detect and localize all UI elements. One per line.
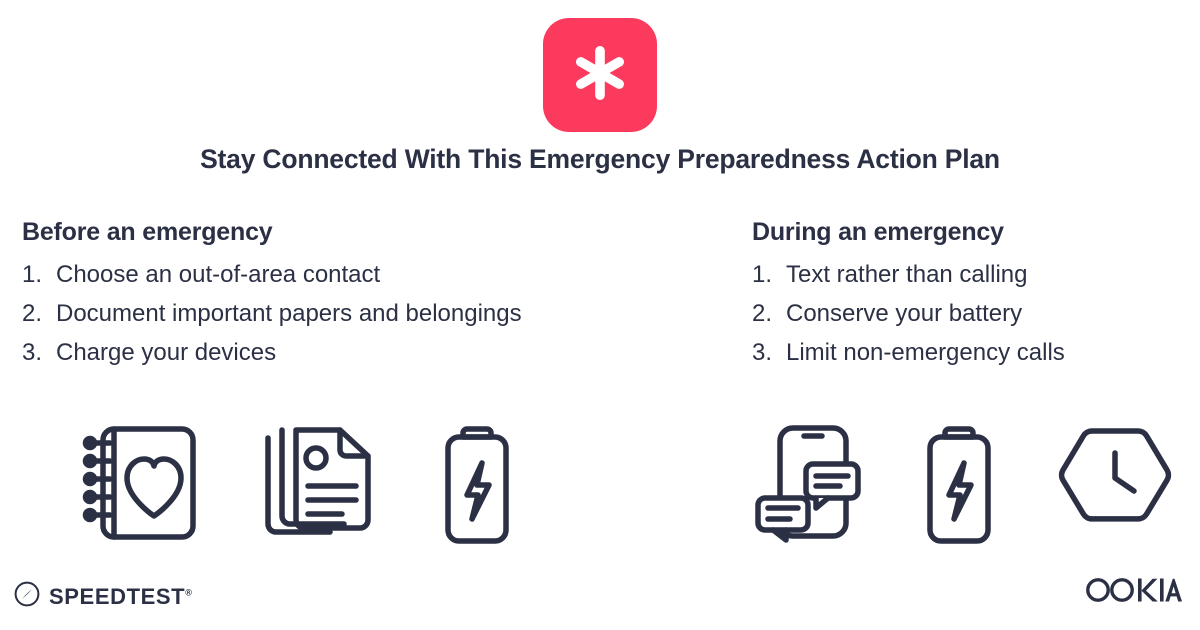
list-item [752,294,1200,333]
icon-row-during-emergency [752,420,1172,550]
hexagon-clock-icon [1056,423,1174,548]
list-item-text: Text rather than calling [786,261,1028,288]
list-item-text: Charge your devices [56,339,277,366]
badge-container [0,18,1200,132]
list-item-text: Choose an out-of-area contact [56,261,381,288]
icon-row-before-emergency [80,420,510,550]
list-item [22,294,752,333]
list-item [752,333,1200,372]
speedtest-logo-badge [543,18,657,132]
icon-cell [920,420,998,550]
list-item-number: 2. [22,300,43,327]
speedtest-trademark: ® [185,587,193,598]
notebook-heart-icon [80,420,200,551]
ookla-logo [1086,577,1182,608]
icon-cell [438,420,516,550]
list-item-text: Document important papers and belongings [56,300,522,327]
icon-cell [80,420,200,550]
battery-bolt-icon [438,419,516,552]
ookla-wordmark-icon [1086,577,1182,608]
columns-container [0,218,1200,372]
list-item-text: Conserve your battery [786,300,1023,327]
list-item-number: 2. [752,300,773,327]
documents-stack-icon [258,420,380,551]
speedtest-wordmark: SPEEDTEST® [49,583,193,609]
steps-list [752,255,1200,372]
page-title: Stay Connected With This Emergency Preparedness Action Plan [200,144,1000,174]
list-item-number: 1. [22,261,43,288]
icon-cell [1056,420,1174,550]
list-item [752,255,1200,294]
column-during-emergency [752,218,1200,372]
speedtest-footer-logo [14,581,192,612]
list-item [22,255,752,294]
asterisk-icon [569,42,631,109]
list-item-text: Limit non-emergency calls [786,339,1065,366]
phone-message-icon [752,420,862,551]
icon-cell [752,420,862,550]
battery-bolt-icon [920,419,998,552]
list-item [22,333,752,372]
column-before-emergency [0,218,752,372]
list-item-number: 3. [752,339,773,366]
speedtest-mark-icon [14,581,40,612]
column-heading: Before an emergency [22,218,273,246]
column-heading: During an emergency [752,218,1004,246]
list-item-number: 3. [22,339,43,366]
list-item-number: 1. [752,261,773,288]
steps-list [22,255,752,372]
icon-cell [258,420,380,550]
